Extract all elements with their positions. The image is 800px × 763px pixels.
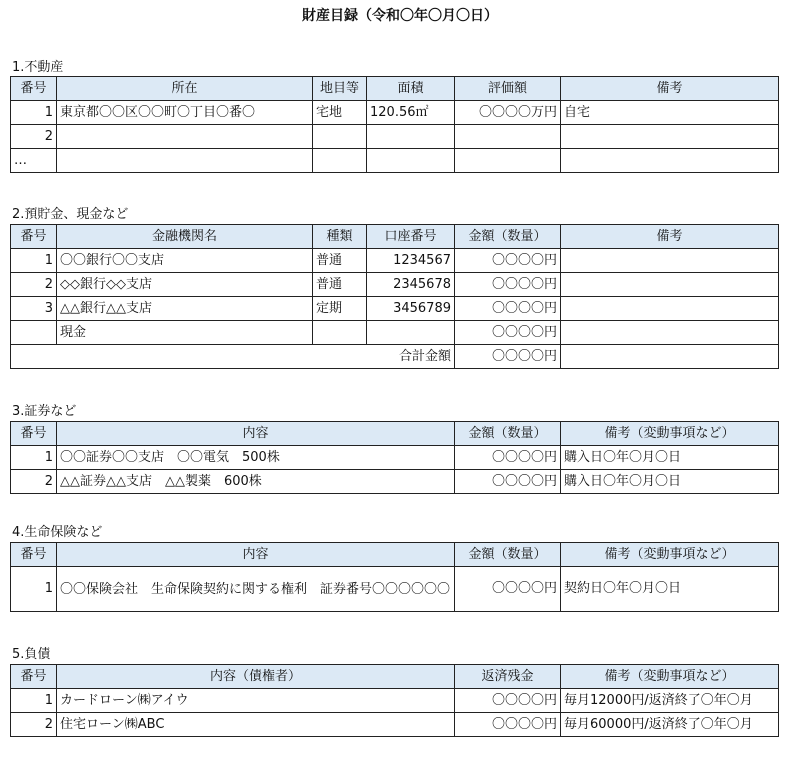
- table-row: [11, 713, 779, 737]
- row-number: 1: [11, 446, 57, 470]
- header-cell: 内容: [57, 422, 455, 446]
- row-number: …: [11, 149, 57, 173]
- real-estate-table: [10, 76, 779, 173]
- note-cell: [561, 149, 779, 173]
- note-cell: 毎月60000円/返済終了〇年〇月: [561, 713, 779, 737]
- note-cell: [561, 297, 779, 321]
- section-heading-securities: 3.証券など: [12, 404, 77, 419]
- land-type-cell: [313, 149, 367, 173]
- insurance-table: [10, 542, 779, 612]
- note-cell: [561, 249, 779, 273]
- area-cell: [367, 125, 455, 149]
- header-cell: 面積: [367, 77, 455, 101]
- table-row: [11, 273, 779, 297]
- remaining-balance-cell: 〇〇〇〇円: [455, 713, 561, 737]
- header-cell: 地目等: [313, 77, 367, 101]
- table-row: [11, 689, 779, 713]
- header-cell: 内容（債権者）: [57, 665, 455, 689]
- account-type-cell: 普通: [313, 273, 367, 297]
- header-cell: 備考（変動事項など）: [561, 422, 779, 446]
- location-cell: [57, 149, 313, 173]
- row-number: 1: [11, 101, 57, 125]
- table-row: [11, 149, 779, 173]
- header-cell: 備考: [561, 225, 779, 249]
- table-header-row: [11, 665, 779, 689]
- amount-cell: 〇〇〇〇円: [455, 297, 561, 321]
- note-cell: [561, 321, 779, 345]
- section-heading-life-insurance: 4.生命保険など: [12, 525, 103, 540]
- header-cell: 内容: [57, 543, 455, 567]
- bank-name-cell: △△銀行△△支店: [57, 297, 313, 321]
- remaining-balance-cell: 〇〇〇〇円: [455, 689, 561, 713]
- content-cell: カードローン㈱アイウ: [57, 689, 455, 713]
- bank-name-cell: ◇◇銀行◇◇支店: [57, 273, 313, 297]
- total-row: [11, 345, 779, 369]
- land-type-cell: [313, 125, 367, 149]
- section-heading-savings: 2.預貯金、現金など: [12, 207, 129, 222]
- area-cell: 120.56㎡: [367, 101, 455, 125]
- note-cell: [561, 345, 779, 369]
- table-header-row: [11, 225, 779, 249]
- account-type-cell: [313, 321, 367, 345]
- header-cell: 備考（変動事項など）: [561, 665, 779, 689]
- value-cell: 〇〇〇〇万円: [455, 101, 561, 125]
- value-cell: [455, 125, 561, 149]
- header-cell: 番号: [11, 422, 57, 446]
- amount-cell: 〇〇〇〇円: [455, 567, 561, 612]
- table-header-row: [11, 77, 779, 101]
- area-cell: [367, 149, 455, 173]
- value-cell: [455, 149, 561, 173]
- header-cell: 番号: [11, 225, 57, 249]
- table-header-row: [11, 422, 779, 446]
- table-row: [11, 567, 779, 612]
- table-row: [11, 125, 779, 149]
- amount-cell: 〇〇〇〇円: [455, 470, 561, 494]
- table-row: [11, 321, 779, 345]
- section-heading-real-estate: 1.不動産: [12, 60, 64, 75]
- header-cell: 返済残金: [455, 665, 561, 689]
- header-cell: 備考（変動事項など）: [561, 543, 779, 567]
- bank-name-cell: 現金: [57, 321, 313, 345]
- amount-cell: 〇〇〇〇円: [455, 273, 561, 297]
- header-cell: 評価額: [455, 77, 561, 101]
- table-row: [11, 446, 779, 470]
- header-cell: 番号: [11, 543, 57, 567]
- account-number-cell: 3456789: [367, 297, 455, 321]
- row-number: 1: [11, 567, 57, 612]
- row-number: 3: [11, 297, 57, 321]
- amount-cell: 〇〇〇〇円: [455, 446, 561, 470]
- row-number: 2: [11, 470, 57, 494]
- row-number: [11, 321, 57, 345]
- header-cell: 番号: [11, 77, 57, 101]
- header-cell: 金融機関名: [57, 225, 313, 249]
- section-heading-liabilities: 5.負債: [12, 647, 51, 662]
- account-type-cell: 普通: [313, 249, 367, 273]
- location-cell: 東京都〇〇区〇〇町〇丁目〇番〇: [57, 101, 313, 125]
- header-cell: 番号: [11, 665, 57, 689]
- table-row: [11, 297, 779, 321]
- header-cell: 備考: [561, 77, 779, 101]
- header-cell: 金額（数量）: [455, 422, 561, 446]
- note-cell: 契約日〇年〇月〇日: [561, 567, 779, 612]
- savings-table: [10, 224, 779, 369]
- content-cell: 〇〇保険会社 生命保険契約に関する権利 証券番号〇〇〇〇〇〇: [57, 567, 455, 612]
- liabilities-table: [10, 664, 779, 737]
- account-number-cell: 1234567: [367, 249, 455, 273]
- location-cell: [57, 125, 313, 149]
- securities-table: [10, 421, 779, 494]
- row-number: 1: [11, 249, 57, 273]
- content-cell: 住宅ローン㈱ABC: [57, 713, 455, 737]
- bank-name-cell: 〇〇銀行〇〇支店: [57, 249, 313, 273]
- note-cell: 毎月12000円/返済終了〇年〇月: [561, 689, 779, 713]
- note-cell: 自宅: [561, 101, 779, 125]
- account-number-cell: 2345678: [367, 273, 455, 297]
- land-type-cell: 宅地: [313, 101, 367, 125]
- note-cell: [561, 273, 779, 297]
- amount-cell: 〇〇〇〇円: [455, 249, 561, 273]
- row-number: 1: [11, 689, 57, 713]
- table-header-row: [11, 543, 779, 567]
- row-number: 2: [11, 713, 57, 737]
- account-type-cell: 定期: [313, 297, 367, 321]
- header-cell: 所在: [57, 77, 313, 101]
- total-value: 〇〇〇〇円: [455, 345, 561, 369]
- note-cell: 購入日〇年〇月〇日: [561, 470, 779, 494]
- header-cell: 金額（数量）: [455, 543, 561, 567]
- content-cell: 〇〇証券〇〇支店 〇〇電気 500株: [57, 446, 455, 470]
- page-title: 財産目録（令和〇年〇月〇日）: [302, 8, 498, 24]
- table-row: [11, 249, 779, 273]
- amount-cell: 〇〇〇〇円: [455, 321, 561, 345]
- row-number: 2: [11, 273, 57, 297]
- content-cell: △△証券△△支店 △△製薬 600株: [57, 470, 455, 494]
- header-cell: 種類: [313, 225, 367, 249]
- table-row: [11, 470, 779, 494]
- header-cell: 口座番号: [367, 225, 455, 249]
- note-cell: 購入日〇年〇月〇日: [561, 446, 779, 470]
- total-label: 合計金額: [11, 345, 455, 369]
- table-row: [11, 101, 779, 125]
- row-number: 2: [11, 125, 57, 149]
- note-cell: [561, 125, 779, 149]
- header-cell: 金額（数量）: [455, 225, 561, 249]
- account-number-cell: [367, 321, 455, 345]
